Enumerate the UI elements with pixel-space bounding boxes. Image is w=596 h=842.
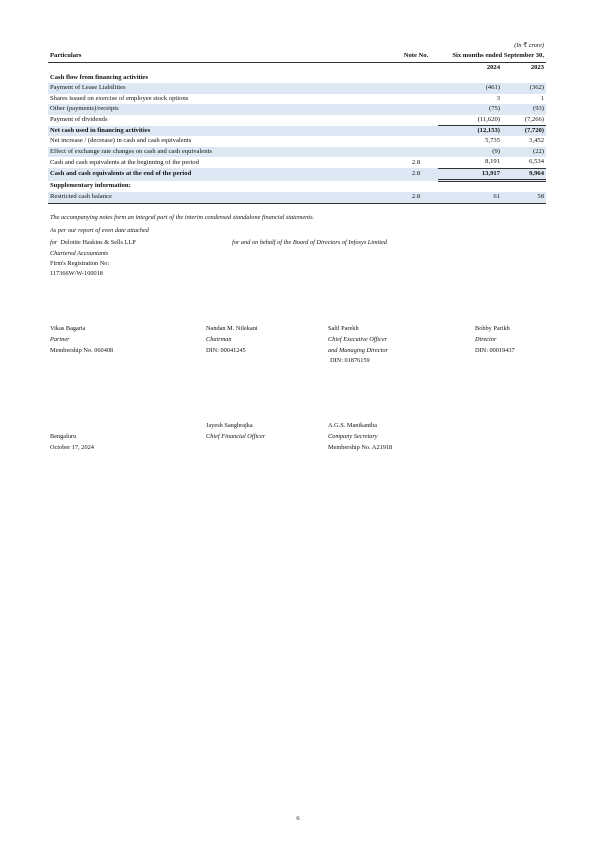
auditor-firm: Deloitte Haskins & Sells LLP [60,239,136,246]
value-2023: (22) [502,147,546,157]
value-2023: 6,534 [529,158,544,166]
cash-flow-table [48,51,546,204]
signatory-title: and Managing Director [328,346,388,354]
table-row [48,168,546,180]
particulars-header: Particulars [48,51,394,63]
value-2024: 5,735 [485,137,500,145]
signatory-id: Membership No. A21918 [328,443,393,451]
signatory-id: DIN: 00019437 [475,346,515,354]
auditor-firm-line [50,238,136,249]
place: Bengaluru [50,433,77,440]
row-label: Other (payments)/receipts [48,104,394,114]
table-header-row [48,51,546,63]
signatory-cfo [206,421,265,443]
signatory-ceo [328,324,388,367]
value-2023: (93) [502,104,546,114]
row-label: Net increase / (decrease) in cash and cash equivalents [50,137,192,145]
for-label: for [50,239,58,246]
table-row [48,147,546,157]
signatory-title: Director [475,335,497,343]
table-row [48,115,546,126]
signatory-id: DIN: 01876159 [330,357,370,365]
table-row [48,192,546,203]
value-2023: 3,452 [529,137,544,145]
value-2024: 8,191 [485,158,500,166]
signatory-title: Chairman [206,335,232,343]
signatory-partner [50,324,113,356]
value-2024: (11,620) [477,115,500,123]
row-label: Cash flow from financing activities [50,74,149,81]
table-row [48,83,546,93]
row-label: Cash and cash equivalents at the end of the period [48,168,394,180]
signatory-id: Membership No. 060408 [50,346,114,354]
auditor-type: Chartered Accountants [50,250,109,257]
row-label: Supplementary information: [50,182,131,190]
row-label: Restricted cash balance [48,192,394,203]
table-row [48,181,546,193]
unit-note: (In ₹ crore) [514,42,544,49]
page-number: 6 [296,815,300,822]
value-2024: (9) [438,147,502,157]
row-label: Net cash used in financing activities [48,126,394,137]
signatory-director [475,324,515,356]
value-2023: (362) [502,83,546,93]
table-row [48,73,546,83]
signatory-title: Company Secretary [328,432,378,440]
signatory-company-secretary [328,421,392,453]
registration-number: 117366W/W-100018 [50,270,103,277]
accompanying-note: The accompanying notes form an integral part of the interim condensed standalone financial statements. [50,214,315,221]
table-row [48,94,546,104]
table-row [48,126,546,137]
value-2024: 3 [496,94,500,102]
signatory-name: Vikas Bagaria [50,325,86,332]
year-header-row [48,63,546,74]
value-2023: 9,964 [502,168,546,180]
value-2023: (7,720) [502,126,546,137]
value-2024: 13,917 [438,168,502,180]
table-row [48,104,546,114]
value-2024: 61 [438,192,502,203]
year-2023-header: 2023 [530,64,544,71]
note-no-header: Note No. [394,51,438,63]
period-header: Six months ended September 30, [438,51,546,63]
row-label: Shares issued on exercise of employee stock options [50,94,189,102]
signatory-name: Jayesh Sanghrajka [206,422,253,429]
registration-label: Firm's Registration No: [50,260,110,267]
signatory-name: Bobby Parikh [475,325,510,332]
date: October 17, 2024 [50,444,94,451]
signatory-name: A.G.S. Manikantha [328,422,377,429]
row-label: Payment of dividends [50,115,108,123]
row-label: Effect of exchange rate changes on cash and cash equivalents [48,147,394,157]
report-note: As per our report of even date attached [50,227,149,234]
signatory-id: DIN: 00041245 [206,346,246,354]
table-row [48,136,546,146]
signatory-name: Salil Parekh [328,325,359,332]
row-label: Cash and cash equivalents at the beginning of the period [50,158,199,166]
signatory-chairman [206,324,258,356]
value-2023: (7,266) [524,115,544,123]
value-2023: 1 [540,94,544,102]
row-label: Payment of Lease Liabilities [48,83,394,93]
signatory-title: Chief Executive Officer [328,335,388,343]
signatory-title: Chief Financial Officer [206,432,266,440]
note-ref: 2.8 [394,168,438,180]
value-2024: (461) [438,83,502,93]
signatory-title: Partner [50,335,70,343]
year-2024-header: 2024 [486,64,500,71]
value-2023: 58 [502,192,546,203]
value-2024: (12,153) [438,126,502,137]
note-ref: 2.8 [411,158,421,166]
value-2024: (75) [438,104,502,114]
signatory-name: Nandan M. Nilekani [206,325,258,332]
board-line: for and on behalf of the Board of Directors of Infosys Limited [232,239,388,246]
note-ref: 2.8 [394,192,438,203]
table-row [48,157,546,168]
